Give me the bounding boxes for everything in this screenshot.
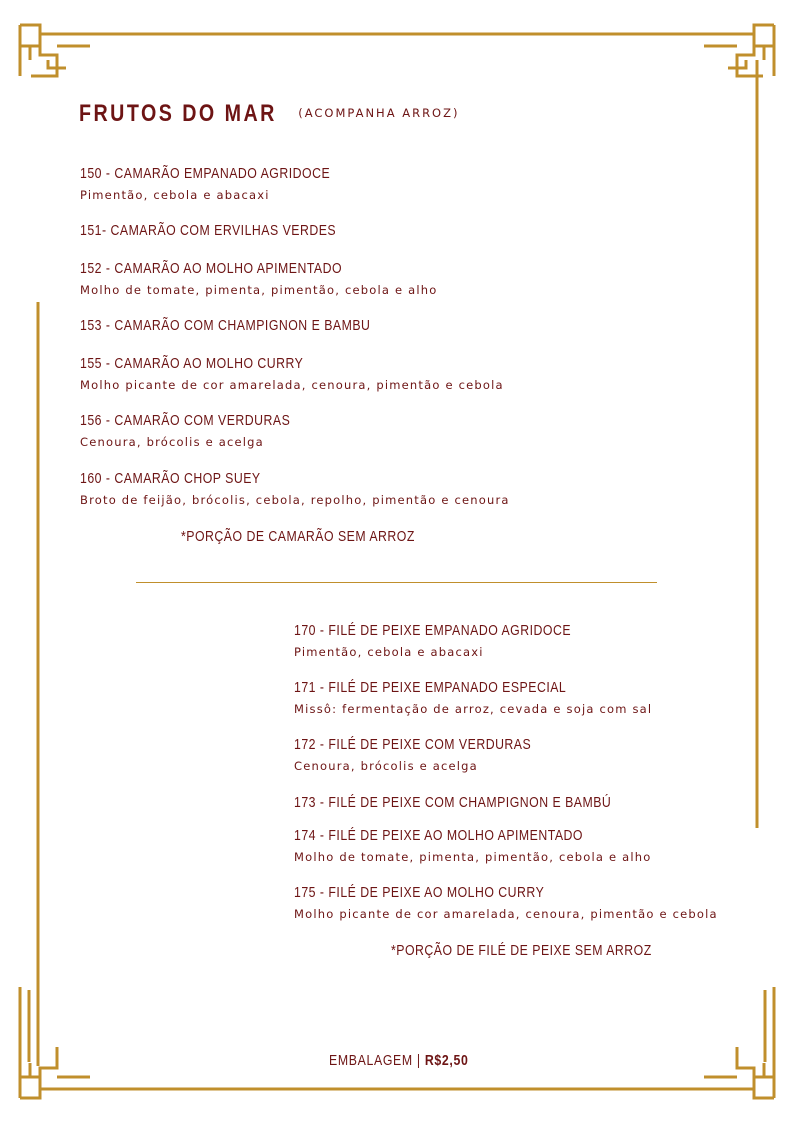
item-description: Pimentão, cebola e abacaxi	[294, 645, 484, 659]
item-description: Cenoura, brócolis e acelga	[80, 435, 264, 449]
packaging-fee	[329, 1052, 468, 1069]
menu-item-156	[80, 412, 336, 449]
section-subtitle: (ACOMPANHA ARROZ)	[298, 106, 460, 120]
packaging-label: EMBALAGEM	[329, 1052, 413, 1069]
fish-note: *PORÇÃO DE FILÉ DE PEIXE SEM ARROZ	[391, 942, 652, 959]
menu-item-174	[294, 827, 651, 864]
item-name: 173 - FILÉ DE PEIXE COM CHAMPIGNON E BAMBÚ	[294, 794, 612, 811]
item-description: Molho picante de cor amarelada, cenoura, pimentão e cebola	[80, 378, 504, 392]
item-name: 151- CAMARÃO COM ERVILHAS VERDES	[80, 222, 337, 239]
item-description: Molho de tomate, pimenta, pimentão, cebola e alho	[80, 283, 438, 297]
menu-item-151	[80, 222, 392, 240]
menu-item-160	[80, 470, 510, 507]
item-name: 155 - CAMARÃO AO MOLHO CURRY	[80, 355, 304, 372]
item-description: Molho de tomate, pimenta, pimentão, cebola e alho	[294, 850, 652, 864]
menu-item-152	[80, 260, 437, 297]
item-name: 174 - FILÉ DE PEIXE AO MOLHO APIMENTADO	[294, 827, 583, 844]
item-description: Cenoura, brócolis e acelga	[294, 759, 478, 773]
item-name: 175 - FILÉ DE PEIXE AO MOLHO CURRY	[294, 884, 545, 901]
section-title: FRUTOS DO MAR	[79, 100, 277, 127]
item-description: Pimentão, cebola e abacaxi	[80, 188, 270, 202]
menu-item-153	[80, 317, 434, 335]
menu-item-172	[294, 736, 583, 773]
menu-item-175	[294, 884, 718, 921]
section-divider	[136, 582, 657, 583]
packaging-price: R$2,50	[424, 1052, 469, 1069]
menu-item-155	[80, 355, 504, 392]
menu-item-173	[294, 794, 681, 812]
shrimp-note: *PORÇÃO DE CAMARÃO SEM ARROZ	[181, 528, 415, 545]
item-description: Broto de feijão, brócolis, cebola, repolho, pimentão e cenoura	[80, 493, 510, 507]
section-heading	[79, 100, 459, 128]
menu-item-171	[294, 679, 652, 716]
item-name: 172 - FILÉ DE PEIXE COM VERDURAS	[294, 736, 532, 753]
menu-item-150	[80, 165, 385, 202]
item-name: 160 - CAMARÃO CHOP SUEY	[80, 470, 261, 487]
item-name: 170 - FILÉ DE PEIXE EMPANADO AGRIDOCE	[294, 622, 572, 639]
item-name: 156 - CAMARÃO COM VERDURAS	[80, 412, 291, 429]
item-description: Molho picante de cor amarelada, cenoura, pimentão e cebola	[294, 907, 718, 921]
item-name: 153 - CAMARÃO COM CHAMPIGNON E BAMBU	[80, 317, 371, 334]
menu-item-170	[294, 622, 632, 659]
item-description: Missô: fermentação de arroz, cevada e soja com sal	[294, 702, 653, 716]
item-name: 171 - FILÉ DE PEIXE EMPANADO ESPECIAL	[294, 679, 567, 696]
item-name: 150 - CAMARÃO EMPANADO AGRIDOCE	[80, 165, 331, 182]
item-name: 152 - CAMARÃO AO MOLHO APIMENTADO	[80, 260, 343, 277]
separator: |	[416, 1052, 421, 1069]
